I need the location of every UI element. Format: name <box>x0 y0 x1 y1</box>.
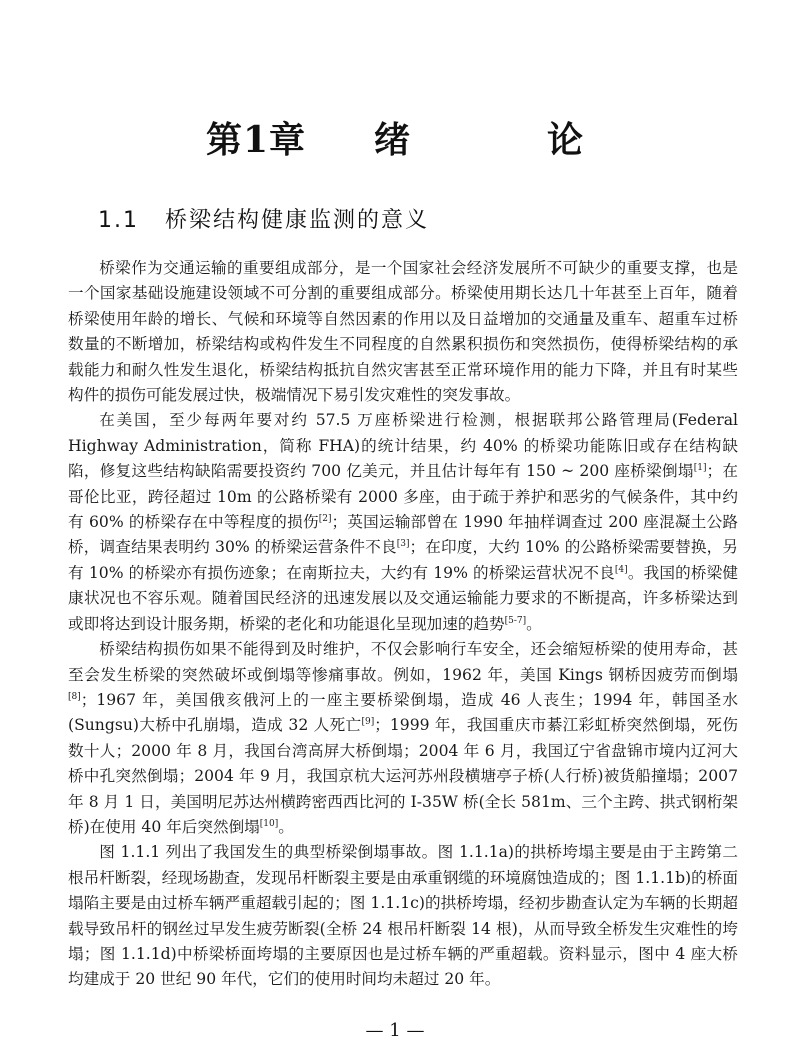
chapter-title-part-1: 绪 <box>374 119 412 161</box>
section-number: 1.1 <box>98 208 139 233</box>
citation-ref: [5-7] <box>504 615 527 626</box>
chapter-title-part-2: 论 <box>547 119 585 161</box>
paragraph-3-text: 桥梁结构损伤如果不能得到及时维护，不仅会影响行车安全，还会缩短桥梁的使用寿命，甚至会发生桥梁的突然破坏或倒塌等惨痛事故。例如，1962 年，美国 Kings 钢桥因疲劳而倒塌 <box>68 640 738 684</box>
paragraph-1: 桥梁作为交通运输的重要组成部分，是一个国家社会经济发展所不可缺少的重要支撑，也是一个国家基础设施建设领域不可分割的重要组成部分。桥梁使用期长达几十年甚至上百年，随着桥梁使用年龄的增长、气候和环境等自然因素的作用以及日益增加的交通量及重车、超重车过桥数量的不断增加，桥梁结构或构件发生不同程度的自然累积损伤和突然损伤，使得桥梁结构的承载能力和耐久性发生退化，桥梁结构抵抗自然灾害甚至正常环境作用的能力下降，并且有时某些构件的损伤可能发展过快，极端情况下易引发灾难性的突发事故。 <box>68 259 738 405</box>
paragraph-3-text: ；1999 年，我国重庆市綦江彩虹桥突然倒塌，死伤数十人；2000 年 8 月，我国台湾高屏大桥倒塌；2004 年 6 月，我国辽宁省盘锦市境内辽河大桥中孔突然倒塌；2004 年 9 月，我国京杭大运河苏州段横塘亭子桥(人行桥)被货船撞塌；2007 年 8 月 1 日，美国明尼苏达州横跨密西西比河的 I-35W 桥(全长 581m、三个主跨、拱式钢桁架桥)在使用 40 年后突然倒塌 <box>68 716 738 836</box>
citation-ref: [4] <box>614 564 628 575</box>
paragraph-2-text: 在美国，至少每两年要对约 57.5 万座桥梁进行检测，根据联邦公路管理局(Federal Highway Administration，简称 FHA)的统计结果，约 40% 的桥梁功能陈旧或存在结构缺陷，修复这些结构缺陷需要投资约 700 亿美元，并且估计每年有 150 ~ 200 座桥梁倒塌 <box>68 411 738 481</box>
paragraph-2-text: 。 <box>526 614 542 633</box>
citation-ref: [10] <box>259 818 279 829</box>
section-title: 桥梁结构健康监测的意义 <box>165 208 430 233</box>
paragraph-2-text: ；在哥伦比亚，跨径超过 10m 的公路桥梁有 2000 多座，由于疏于养护和恶劣的气候条件，其中约有 60% 的桥梁存在中等程度的损伤 <box>68 462 738 532</box>
paragraph-3 <box>68 637 738 840</box>
chapter-title <box>0 112 790 163</box>
citation-ref: [1] <box>693 463 707 474</box>
citation-ref: [2] <box>318 514 332 525</box>
paragraph-3-text: ；1967 年，美国俄亥俄河上的一座主要桥梁倒塌，造成 46 人丧生；1994 年，韩国圣水(Sungsu)大桥中孔崩塌，造成 32 人死亡 <box>68 690 738 735</box>
paragraph-4: 图 1.1.1 列出了我国发生的典型桥梁倒塌事故。图 1.1.1a)的拱桥垮塌主要是由于主跨第二根吊杆断裂，经现场勘查，发现吊杆断裂主要是由承重钢缆的环境腐蚀造成的；图 1.1.1b)的桥面塌陷主要是由过桥车辆严重超载引起的；图 1.1.1c)的拱桥垮塌，经初步勘查认定为车辆的长期超载导致吊杆的钢丝过早发生疲劳断裂(全桥 24 根吊杆断裂 14 根)，从而导致全桥发生灾难性的垮塌；图 1.1.1d)中桥梁桥面垮塌的主要原因也是过桥车辆的严重超载。资料显示，图中 4 座大桥均建成于 20 世纪 90 年代，它们的使用时间均未超过 20 年。 <box>68 843 738 989</box>
paragraph-2-text: ；英国运输部曾在 1990 年抽样调查过 200 座混凝土公路桥，调查结果表明约 30% 的桥梁运营条件不良 <box>68 513 738 557</box>
chapter-number: 第1章 <box>205 119 307 161</box>
body-text <box>68 256 738 993</box>
paragraph-2 <box>68 408 738 637</box>
paragraph-2-text: 。我国的桥梁健康状况也不容乐观。随着国民经济的迅速发展以及交通运输能力要求的不断提高，许多桥梁达到或即将达到设计服务期，桥梁的老化和功能退化呈现加速的趋势 <box>68 563 738 633</box>
citation-ref: [8] <box>68 691 81 702</box>
paragraph-2-text: ；在印度，大约 10% 的公路桥梁需要替换，另有 10% 的桥梁亦有损伤迹象；在南斯拉夫，大约有 19% 的桥梁运营状况不良 <box>68 538 739 582</box>
citation-ref: [9] <box>361 717 375 728</box>
paragraph-3-text: 。 <box>278 817 294 836</box>
page-number: — 1 — <box>365 1020 425 1041</box>
citation-ref: [3] <box>396 539 410 550</box>
section-heading <box>98 203 429 234</box>
